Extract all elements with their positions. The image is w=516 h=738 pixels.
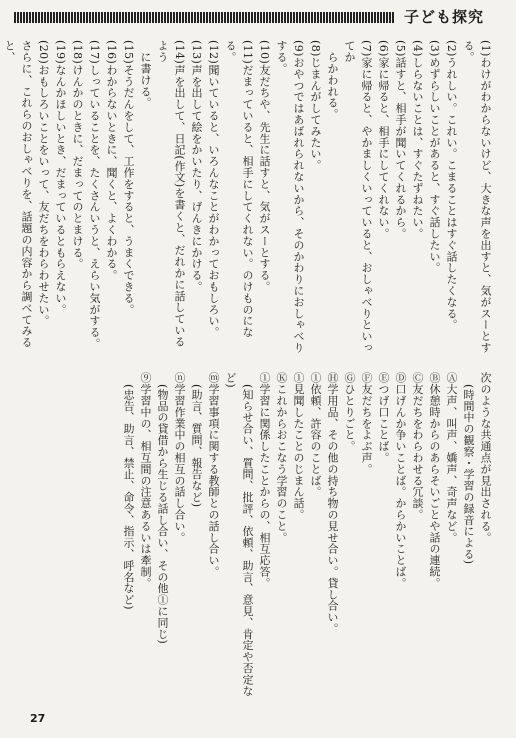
text-line: Ⓐ大声、叫声、嬌声、奇声など。	[445, 372, 458, 543]
text-line: (15)そうだんをして、工作をすると、うまくできる。	[122, 40, 135, 315]
page-number: 27	[30, 712, 46, 725]
text-line: Ⓓ口げんか争いことば。からかいことば。	[394, 372, 407, 589]
running-header-title: 子ども探究	[404, 8, 485, 26]
text-line: Ⓔつげ口ことば。	[377, 372, 390, 464]
text-line: (1)わけがわからないけど、大きな声を出すと、気がスーとする。	[462, 40, 492, 354]
text-line: Ⓖひとりごと。	[343, 372, 356, 452]
upper-text-block	[3, 40, 494, 358]
text-line: (4)しらないことは、すぐたずねたい。	[411, 40, 424, 240]
text-line: ⑨学習中の、相互間の注意あるいは牽制。	[139, 372, 152, 589]
text-line: (時間中の観察・学習の録音による)	[462, 384, 475, 565]
text-line: (8)じまんがしてみたい。	[309, 40, 322, 171]
text-line: 次のような共通点が見出される。	[479, 372, 492, 543]
text-line: (6)家に帰ると、相手にしてくれない。	[377, 40, 390, 240]
text-line: (16)わからないときに、聞くと、よくわかる。	[105, 40, 118, 281]
text-line: (助言、質問、報告など)	[190, 384, 203, 508]
text-line: (5)話すと、相手が聞いてくれるから。	[394, 40, 407, 240]
text-line: ⓝ学習作業中の相互の話し合い。	[173, 372, 186, 543]
text-line: (17)しっていることを、たくさんいうと、えらい気がする。	[88, 40, 101, 350]
text-line: ①学習に関係したことからの、相互応答。	[258, 372, 271, 589]
text-line: Ⓕ友だちをよぶ声。	[360, 372, 373, 475]
text-line: ⓜ学習事項に関する教師との話し合い。	[207, 372, 220, 578]
text-line: Ⓗ学用品、その他の持ち物の見せ合い。貸し合い。	[326, 372, 339, 635]
text-line: Ⓑ休憩時からのあらそいごとや話の連続。	[428, 372, 441, 589]
text-line: (3)めずらしいことがあると、すぐ話したい。	[428, 40, 441, 274]
text-line: (7)家に帰ると、やかましくいっていると、おしゃべりといってか	[343, 40, 373, 354]
text-line: (11)だまっていると、相手にしてくれない。のけものになる。	[224, 40, 254, 338]
lower-text-block	[36, 372, 494, 702]
text-line: (12)聞いていると、いろんなことがわかっておもしろい。	[207, 40, 220, 338]
header-decorative-rule	[14, 12, 394, 23]
text-line: (10)友だちや、先生に話すと、気がスーとする。	[258, 40, 271, 293]
text-line: (物品の貸借から生じる話し合い、その他①に同じ)	[156, 384, 169, 645]
text-line: (知らせ合い、質問、批評、依頼、助言、意見、肯定や否定な	[241, 384, 254, 697]
text-line: ①見聞したことのじまん話。	[292, 372, 305, 521]
text-line: Ⓒ友だちをわらわせる冗談。	[411, 372, 424, 521]
text-line: (14)声を出して、日記(作文)を書くと、だれかに話しているよう	[156, 40, 186, 348]
text-line: ①依頼、許容のことば。	[309, 372, 322, 498]
text-line: (19)なんかほしいとき、だまっているともらえない。	[54, 40, 67, 315]
text-line: (20)おもしろいことをいって、友だちをわらわせたい。	[37, 40, 50, 327]
text-line: ど)	[224, 372, 237, 389]
text-line: らかわれる。	[326, 40, 339, 120]
text-line: (2)うれしい。これい。こまることはすぐ話したくなる。	[445, 40, 458, 331]
text-line: (13)声を出して絵をかいたり、げんきにかける。	[190, 40, 203, 293]
text-line: (忠告、助言、禁止、命令、指示、呼名など)	[122, 384, 135, 610]
text-line: (18)けんかのときに、だまってのとまける。	[71, 40, 84, 270]
text-line: さらに、これらのおしゃべりを、話題の内容から調べてみると、	[3, 40, 33, 348]
text-line: (9)おやつではあばれられないから、そのかわりにおしゃべりする。	[275, 40, 305, 354]
text-line: Ⓚこれからおこなう学習のこと。	[275, 372, 288, 543]
text-line: に書ける。	[139, 40, 152, 109]
